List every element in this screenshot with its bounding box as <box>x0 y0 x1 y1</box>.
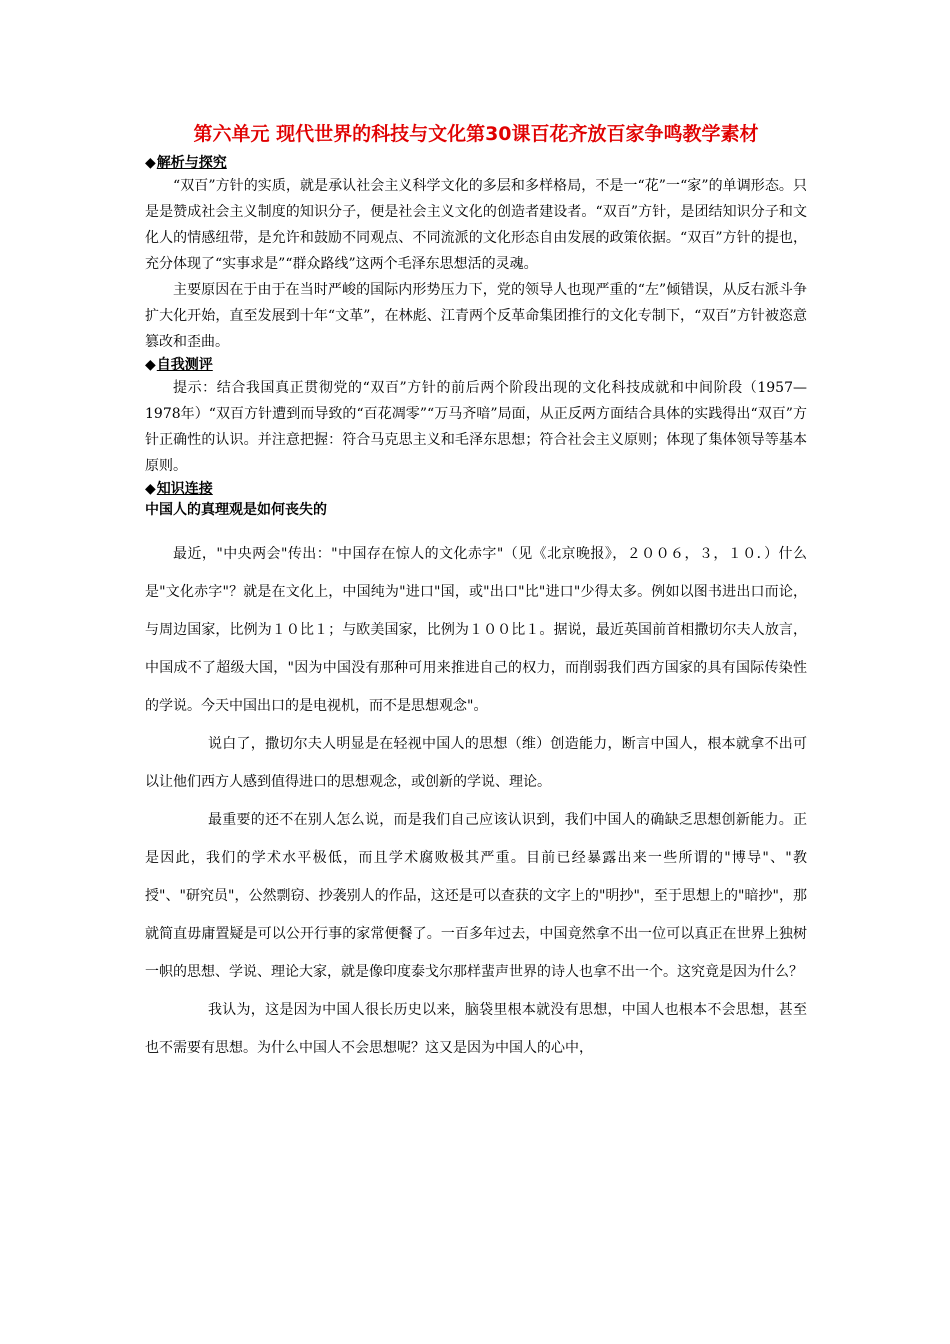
section-heading-label: 解析与探究 <box>156 155 227 171</box>
article-title: 中国人的真理观是如何丧失的 <box>145 502 327 518</box>
diamond-bullet-icon: ◆ <box>145 481 156 497</box>
diamond-bullet-icon: ◆ <box>145 155 156 171</box>
section-heading-analysis <box>145 153 807 173</box>
analysis-paragraph: “双百”方针的实质，就是承认社会主义科学文化的多层和多样格局，不是一“花”一“家”的单调形态。只是是赞成社会主义制度的知识分子，便是社会主义文化的创造者建设者。“双百”方针，是团结知识分子和文化人的情感纽带，是允许和鼓励不同观点、不同流派的文化形态自由发展的政策依据。“双百”方针的提也，充分体现了“实事求是”“群众路线”这两个毛泽东思想活的灵魂。 <box>145 178 807 272</box>
diamond-bullet-icon: ◆ <box>145 357 156 373</box>
section-heading-label: 知识连接 <box>156 481 213 497</box>
document-content <box>145 120 807 1067</box>
section-heading-label: 自我测评 <box>156 357 213 373</box>
analysis-paragraph: 主要原因在于由于在当时严峻的国际内形势压力下，党的领导人也现严重的“左”倾错误，从反右派斗争扩大化开始，直至发展到十年“文革”，在林彪、江青两个反革命集团推行的文化专制下，“双百”方针被恣意篡改和歪曲。 <box>145 282 807 350</box>
self-test-paragraph: 提示：结合我国真正贯彻党的“双百”方针的前后两个阶段出现的文化科技成就和中间阶段（1957—1978年）“双百方针遭到而导致的“百花凋零”“万马齐喑”局面，从正反两方面结合具体的实践得出“双百”方针正确性的认识。并注意把握：符合马克思主义和毛泽东思想；符合社会主义原则；体现了集体领导等基本原则。 <box>145 380 807 474</box>
article-paragraph: 说白了，撒切尔夫人明显是在轻视中国人的思想（维）创造能力，断言中国人，根本就拿不出可以让他们西方人感到值得进口的思想观念，或创新的学说、理论。 <box>145 736 807 790</box>
document-title: 第六单元 现代世界的科技与文化第30课百花齐放百家争鸣教学素材 <box>193 123 759 145</box>
article-paragraph: 我认为，这是因为中国人很长历史以来，脑袋里根本就没有思想，中国人也根本不会思想，甚至也不需要有思想。为什么中国人不会思想呢？这又是因为中国人的心中， <box>145 1002 807 1056</box>
section-heading-knowledge-link <box>145 479 807 499</box>
section-heading-self-test <box>145 355 807 375</box>
article-paragraph: 最重要的还不在别人怎么说，而是我们自己应该认识到，我们中国人的确缺乏思想创新能力。正是因此，我们的学术水平极低，而且学术腐败极其严重。目前已经暴露出来一些所谓的"博导"、"教授"、"研究员"，公然剽窃、抄袭别人的作品，这还是可以查获的文字上的"明抄"，至于思想上的"暗抄"，那就简直毋庸置疑是可以公开行事的家常便餐了。一百多年过去，中国竟然拿不出一位可以真正在世界上独树一帜的思想、学说、理论大家，就是像印度泰戈尔那样蜚声世界的诗人也拿不出一个。这究竟是因为什么？ <box>145 812 807 980</box>
article-lead-paragraph: 最近，"中央两会"传出："中国存在惊人的文化赤字"（见《北京晚报》，２００６，３，１０．）什么是"文化赤字"？就是在文化上，中国纯为"进口"国，或"出口"比"进口"少得太多。例如以图书进出口而论，与周边国家，比例为１０比１；与欧美国家，比例为１００比１。据说，最近英国前首相撒切尔夫人放言，中国成不了超级大国，"因为中国没有那种可用来推进自己的权力，而削弱我们西方国家的具有国际传染性的学说。今天中国出口的是电视机，而不是思想观念"。 <box>145 546 807 714</box>
